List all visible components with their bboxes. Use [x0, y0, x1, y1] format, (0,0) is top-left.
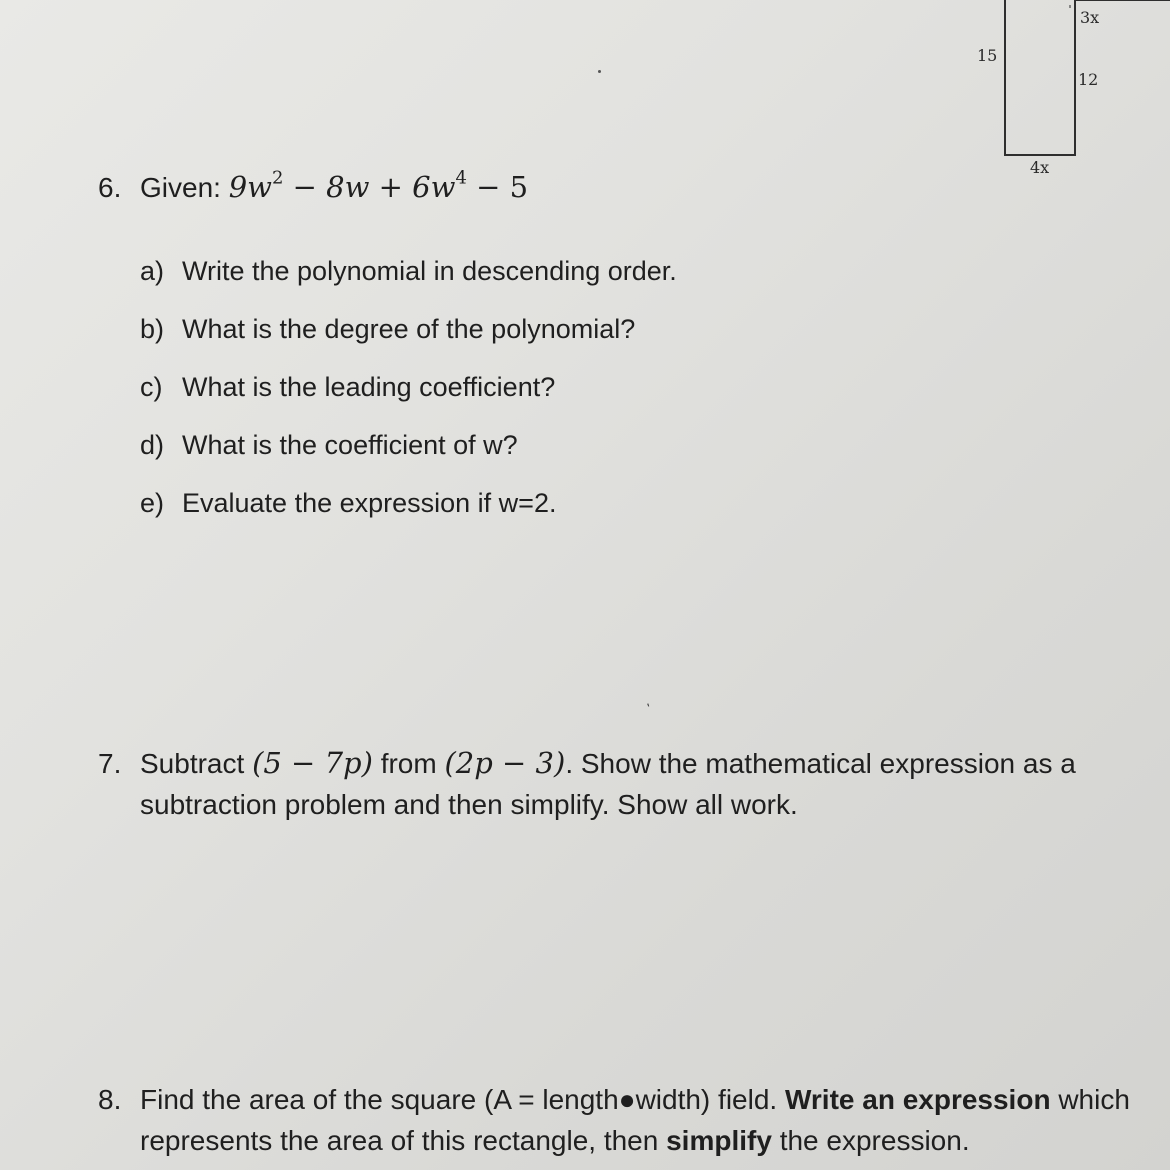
- part-letter: d): [140, 430, 165, 460]
- part-letter: e): [140, 488, 165, 518]
- part-letter: a): [140, 256, 165, 286]
- label-4x: 4x: [1030, 158, 1050, 177]
- subtract-word: Subtract: [140, 748, 245, 779]
- term-1-exponent: 2: [272, 167, 284, 189]
- part-letter: c): [140, 372, 163, 402]
- term-3: − 5: [466, 170, 529, 204]
- label-12: 12: [1078, 70, 1099, 89]
- question-number: 8.: [98, 1084, 122, 1115]
- pen-mark: ʹ: [645, 700, 654, 716]
- term-1: 9w: [228, 170, 272, 204]
- part-text: Evaluate the expression if w=2.: [182, 488, 557, 518]
- part-text: What is the coefficient of w?: [182, 430, 518, 460]
- question-7-line-1-rest: . Show the mathematical expression as a: [565, 748, 1076, 779]
- stray-mark: [598, 70, 601, 73]
- term-2: − 8w + 6w: [283, 170, 456, 204]
- term-2-exponent: 4: [455, 167, 467, 189]
- l-shape-figure: [960, 0, 1170, 190]
- question-6-part-c: [140, 372, 555, 403]
- polynomial-expression: [228, 167, 529, 204]
- question-7: [98, 742, 1138, 825]
- question-8-text-c: represents the area of this rectangle, then: [140, 1124, 659, 1156]
- question-8-text-b: which: [1058, 1084, 1130, 1115]
- question-6-part-b: [140, 314, 635, 345]
- expression-1: (5 − 7p): [252, 746, 373, 780]
- expression-2: (2p − 3): [444, 746, 566, 780]
- part-letter: b): [140, 314, 165, 344]
- question-7-line-2: subtraction problem and then simplify. Show all work.: [140, 788, 798, 820]
- question-8-text-d: the expression.: [779, 1124, 970, 1156]
- part-text: What is the leading coefficient?: [182, 372, 556, 402]
- question-number: 6.: [98, 172, 122, 203]
- question-7-line-1: [98, 742, 1138, 785]
- question-8: [98, 1080, 1158, 1161]
- part-text: What is the degree of the polynomial?: [182, 314, 636, 344]
- question-8-bold-a: Write an expression: [784, 1084, 1051, 1115]
- label-3x: 3x: [1080, 8, 1100, 27]
- part-text: Write the polynomial in descending order.: [182, 256, 677, 286]
- question-8-text-a: Find the area of the square (A = length●width) field.: [140, 1084, 778, 1115]
- question-6-part-d: [140, 430, 518, 461]
- question-6-part-a: [140, 256, 677, 287]
- question-8-line-1: [98, 1080, 1158, 1121]
- label-15: 15: [977, 46, 998, 65]
- from-word: from: [380, 748, 437, 779]
- question-number: 7.: [98, 748, 122, 779]
- question-6-part-e: [140, 488, 556, 519]
- question-6-heading: [98, 166, 528, 209]
- question-8-line-2: [98, 1121, 1158, 1162]
- given-label: Given:: [140, 172, 221, 203]
- question-8-bold-b: simplify: [666, 1124, 772, 1156]
- area-diagram: [960, 0, 1170, 190]
